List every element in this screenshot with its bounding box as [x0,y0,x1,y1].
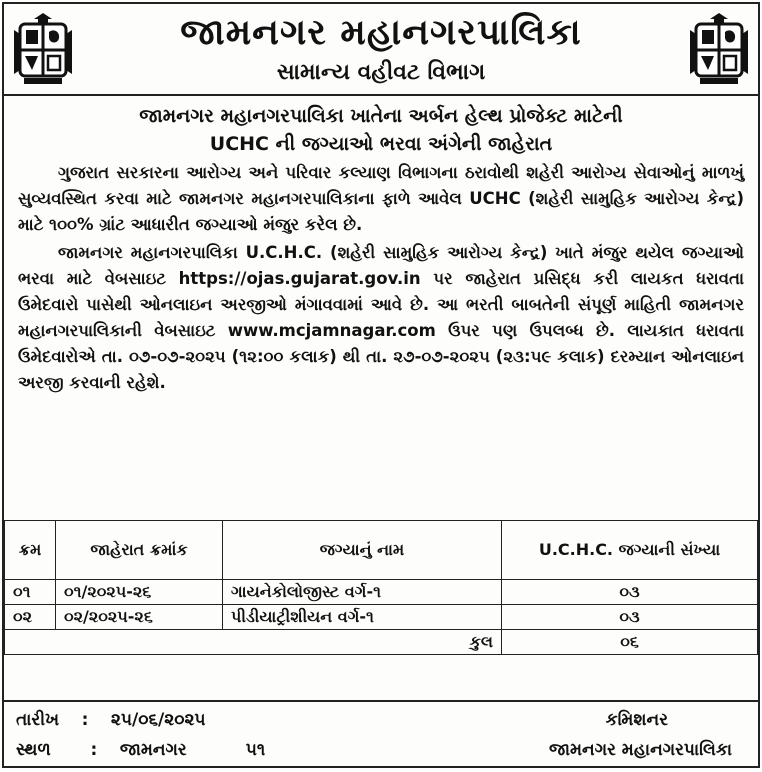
reference-number: ૫૧ [245,740,266,760]
notice-paragraph-1: ગુજરાત સરકારના આરોગ્ય અને પરિવાર કલ્યાણ વિભાગના ઠરાવોથી શહેરી આરોગ્ય સેવાઓનું માળખું સુવ્યવસ્થિત કરવા માટે જામનગર મહાનગરપાલિકાના ફાળે આવેલ UCHC (શહેરી સામુહિક આરોગ્ય કેન્દ્ર) માટે ૧૦૦% ગ્રાંટ આધારીત જગ્યાઓ મંજુર કરેલ છે. [18,163,744,234]
department-title: સામાન્ય વહીવટ વિભાગ [276,60,486,85]
cell-post-count: ૦૩ [502,605,758,630]
table-row [5,580,758,605]
table-header-row [5,521,758,580]
date-line: તારીખ : ૨૫/૦૬/૨૦૨૫ [16,710,206,730]
org-title: જામનગર મહાનગરપાલિકા [180,12,582,53]
notice-page [2,2,760,768]
total-value: ૦૬ [502,630,758,655]
designation: કમિશનર [605,710,668,730]
cell-post-name: પીડીયાટ્રીશીયન વર્ગ-૧ [223,605,502,630]
cell-advertisement-no: ૦૨/૨૦૨૫-૨૬ [56,605,223,630]
header-advertisement-no: જાહેરાત ક્રમાંક [56,521,223,580]
cell-post-count: ૦૩ [502,580,758,605]
posts-table [4,520,758,655]
place-value: જામનગર [119,740,187,760]
jamnagar-emblem-icon [12,10,74,86]
cell-advertisement-no: ૦૧/૨૦૨૫-૨૬ [56,580,223,605]
place-label: સ્થળ [16,740,51,760]
table-total-row [5,630,758,655]
notice-paragraph-2: જામનગર મહાનગરપાલિકા U.C.H.C. (શહેરી સામુહિક આરોગ્ય કેન્દ્ર) ખાતે મંજુર થયેલ જગ્યાઓ ભરવા માટે વેબસાઇટ https://ojas.gujarat.gov.in પર જાહેરાત પ્રસિદ્ધ કરી લાયકત ધરાવતા ઉમેદવારો પાસેથી ઓનલાઇન અરજીઓ મંગાવવામાં આવે છે. આ ભરતી બાબતેની સંપૂર્ણ માહિતી જામનગર મહાનગરપાલિકાની વેબસાઇટ www.mcjamnagar.com ઉપર પણ ઉપલબ્ધ છે. લાયકાત ધરાવતા ઉમેદવારોએ તા. ૦૭-૦૭-૨૦૨૫ (૧૨:૦૦ કલાક) થી તા. ૨૭-૦૭-૨૦૨૫ (૨૩:૫૯ કલાક) દરમ્યાન ઓનલાઇન અરજી કરવાની રહેશે. [18,243,744,392]
cell-post-name: ગાયનેકોલોજીસ્ટ વર્ગ-૧ [223,580,502,605]
date-label: તારીખ [16,710,60,730]
cell-serial: ૦૨ [5,605,56,630]
notice-header [4,4,758,96]
place-line: સ્થળ : જામનગર ૫૧ [16,740,266,760]
header-post-count: U.C.H.C. જગ્યાની સંખ્યા [502,521,758,580]
notice-heading-line1: જામનગર મહાનગરપાલિકા ખાતેના અર્બન હેલ્થ પ્રોજેક્ટ માટેની [139,105,623,127]
total-label: કુલ [5,630,502,655]
notice-footer [4,700,758,768]
cell-serial: ૦૧ [5,580,56,605]
table-row [5,605,758,630]
notice-heading-line2: UCHC ની જગ્યાઓ ભરવા અંગેની જાહેરાત [209,133,553,155]
notice-body [4,96,758,396]
office-name: જામનગર મહાનગરપાલિકા [549,740,732,760]
header-post-name: જગ્યાનું નામ [223,521,502,580]
date-value: ૨૫/૦૬/૨૦૨૫ [110,710,206,730]
jamnagar-emblem-icon [688,10,750,86]
header-serial: ક્રમ [5,521,56,580]
